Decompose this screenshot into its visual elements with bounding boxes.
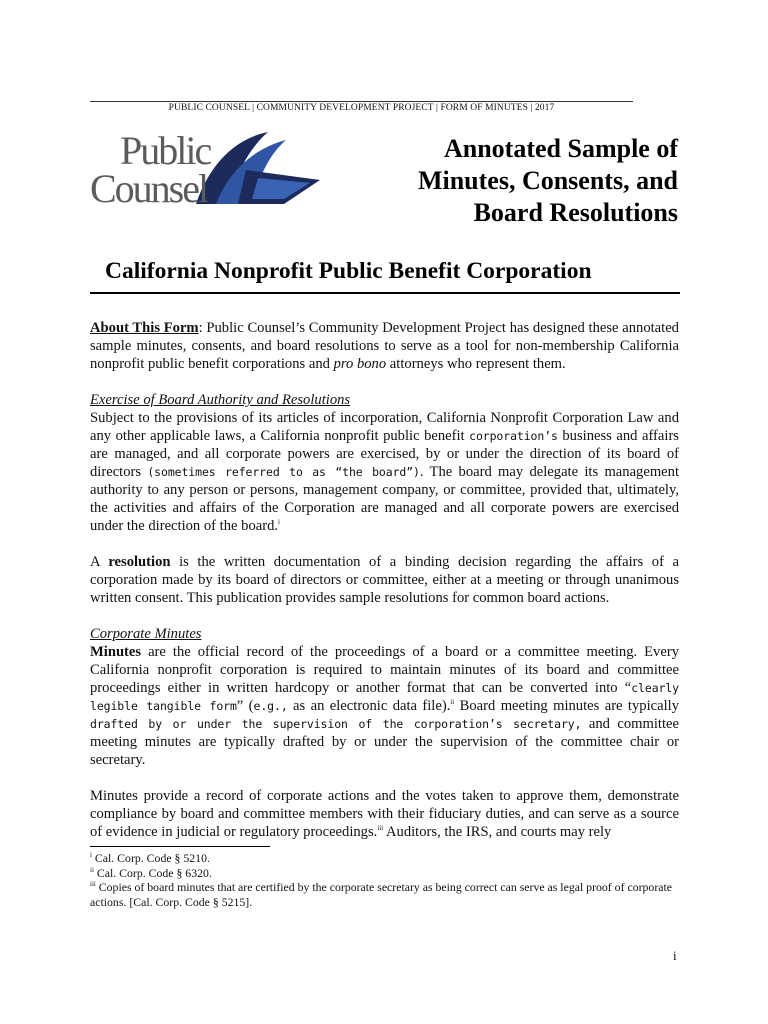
- title-line-2: Minutes, Consents, and: [417, 166, 678, 195]
- minutes-purpose-paragraph: Minutes provide a record of corporate actions and the votes taken to approve them, demonstrate compliance by board and committee members with their fiduciary duties, and can serve as a source of evidence in judicial or regulatory proceedings.$^{iii}$ Auditors, the IRS, and courts may rely: [90, 788, 679, 840]
- page-number: i: [673, 948, 677, 963]
- exercise-paragraph: Subject to the provisions of its articles of incorporation, California Nonprofit Corporation Law and any other applicable laws, a California nonprofit public benefit corporation’s business and affairs are managed, and all corporate powers are exercised, by or under the direction of its board of directors (sometimes referred to as “the board”). The board may delegate its management authority to any person or persons, management company, or committee, provided that, ultimately, the activities and affairs of the Corporation are managed and all corporate powers are exercised under the direction of the board.$^i$: [90, 410, 680, 534]
- footnote-1: $^i$ Cal. Corp. Code § 5210.: [90, 851, 210, 865]
- footnotes: [90, 851, 679, 909]
- about-paragraph: About This Form: Public Counsel’s Community Development Project has designed these annotated sample minutes, consents, and board resolutions to serve as a tool for non-membership California nonprofit public benefit corporations and pro bono attorneys who represent them.: [90, 320, 679, 372]
- document-subtitle: California Nonprofit Public Benefit Corporation: [105, 258, 592, 284]
- minutes-heading: Corporate Minutes: [90, 626, 202, 642]
- running-header: PUBLIC COUNSEL | COMMUNITY DEVELOPMENT PROJECT | FORM OF MINUTES | 2017: [168, 103, 555, 113]
- exercise-heading: Exercise of Board Authority and Resolutions: [90, 392, 351, 408]
- footnote-2: $^{ii}$ Cal. Corp. Code § 6320.: [90, 865, 212, 880]
- title-line-1: Annotated Sample of: [443, 134, 678, 163]
- resolution-paragraph: A resolution is the written documentation of a binding decision regarding the affairs of a corporation made by its board of directors or committee, either at a meeting or through unanimous written consent. This publication provides sample resolutions for common board actions.: [90, 554, 679, 606]
- header-rule: [90, 101, 633, 102]
- minutes-paragraph: Minutes are the official record of the proceedings of a board or a committee meeting. Every California nonprofit corporation is required to maintain minutes of its board and committee proceedings either in written hardcopy or another format that can be converted into “clearly legible tangible form” (e.g., as an electronic data file).$^{ii}$ Board meeting minutes are typically drafted by or under the supervision of the corporation’s secretary, and committee meeting minutes are typically drafted by or under the supervision of the committee chair or secretary.: [90, 644, 679, 768]
- document-body: [90, 319, 679, 841]
- title-line-3: Board Resolutions: [473, 198, 678, 227]
- logo-text-public: Public: [120, 128, 211, 173]
- document-title: [338, 133, 678, 229]
- footnote-ref-ii[interactable]: ii: [450, 698, 455, 707]
- about-label: About This Form: [90, 320, 199, 336]
- public-counsel-logo: [88, 126, 328, 208]
- subtitle-rule: [90, 292, 680, 294]
- logo-text-counsel: Counsel: [90, 166, 208, 208]
- footnote-rule: [90, 846, 270, 847]
- footnote-ref-i[interactable]: i: [278, 518, 280, 527]
- footnote-3: $^{iii}$ Copies of board minutes that are certified by the corporate secretary as being correct can serve as legal proof of corporate actions. [Cal. Corp. Code § 5215].: [90, 880, 672, 909]
- footnote-ref-iii[interactable]: iii: [377, 824, 384, 833]
